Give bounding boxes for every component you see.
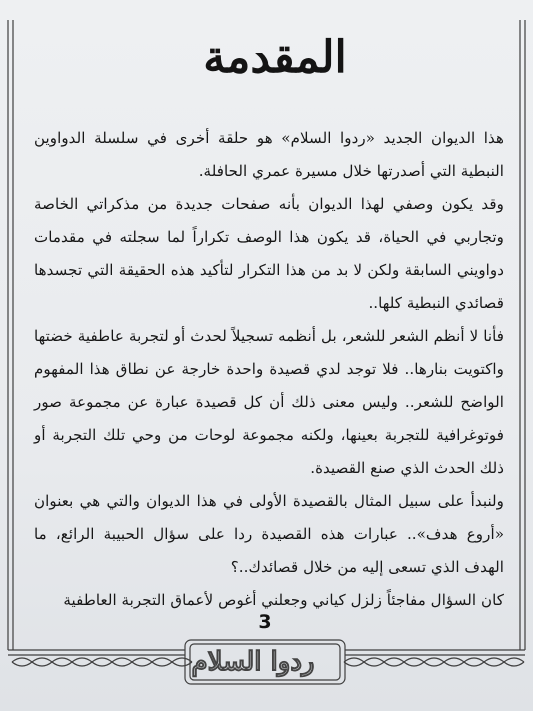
- facing-page-edge-text: [260, 692, 533, 711]
- page-number: 3: [258, 611, 272, 633]
- body-text: [34, 122, 504, 617]
- paragraph: وقد يكون وصفي لهذا الديوان بأنه صفحات جديدة من مذكراتي الخاصة وتجاربي في الحياة، قد يكون هذا الوصف تكراراً لما سجلته في مقدمات دواويني السابقة ولكن لا بد من هذا التكرار لتأكيد هذه الحقيقة التي تجسدها قصائدي النبطية كلها..: [34, 195, 504, 312]
- book-title-logo: ردوا السلام: [191, 647, 315, 677]
- paragraph: كان السؤال مفاجئاً زلزل كياني وجعلني أغوص لأعماق التجربة العاطفية: [63, 591, 504, 609]
- paragraph: هذا الديوان الجديد «ردوا السلام» هو حلقة أخرى في سلسلة الدواوين النبطية التي أصدرتها خلال مسيرة عمري الحافلة.: [34, 129, 504, 180]
- chapter-title: المقدمة: [203, 32, 347, 83]
- paragraph: ولنبدأ على سبيل المثال بالقصيدة الأولى في هذا الديوان والتي هي بعنوان «أروع هدف».. عبارات هذه القصيدة ردا على سؤال الحبيبة الرائع، ما الهدف الذي تسعى إليه من خلال قصائدك..؟: [34, 492, 504, 576]
- paragraph: فأنا لا أنظم الشعر للشعر، بل أنظمه تسجيلاً لحدث أو لتجربة عاطفية خضتها واكتويت بنارها.. فلا توجد لدي قصيدة واحدة خارجة عن نطاق هذا المفهوم الواضح للشعر.. وليس معنى ذلك أن كل قصيدة عبارة عن مجموعة صور فوتوغرافية للتجربة بعينها، ولكنه مجموعة لوحات من وحي تلك التجربة أو ذلك الحدث الذي صنع القصيدة.: [34, 327, 504, 477]
